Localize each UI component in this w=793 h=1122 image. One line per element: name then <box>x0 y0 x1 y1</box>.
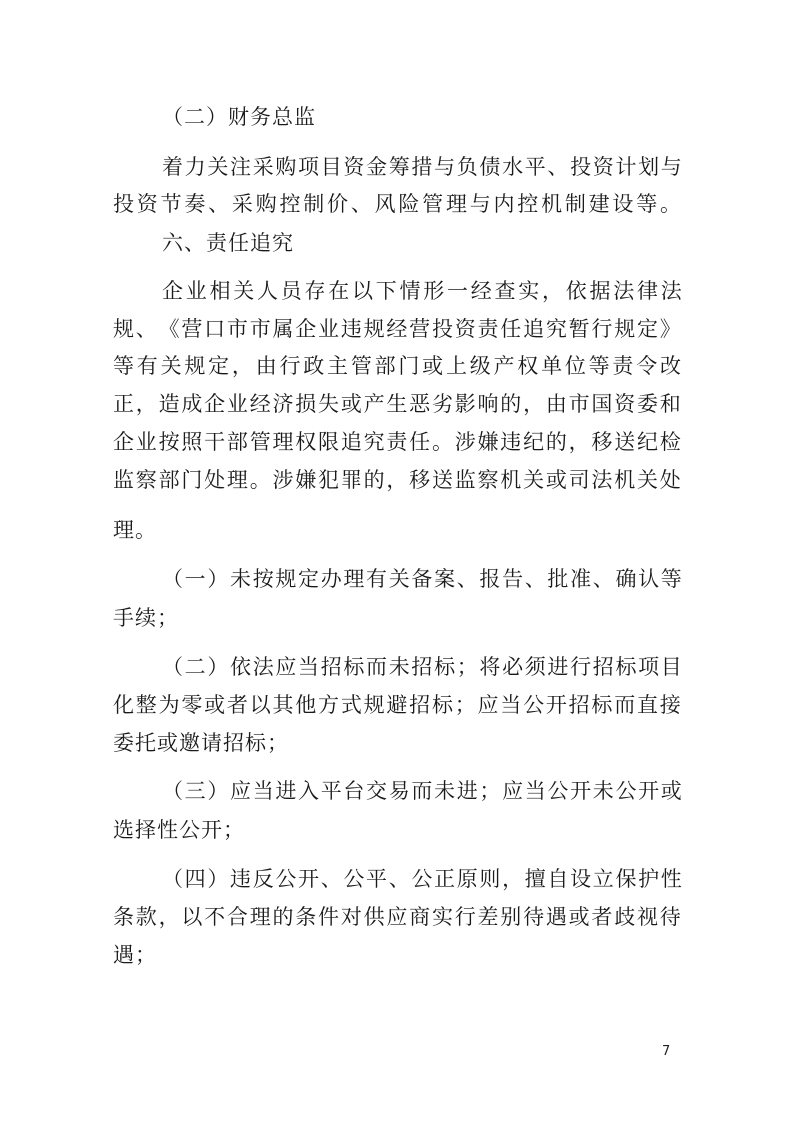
list-item-3-line: （ 三 ） 应 当 进 入 平 台 交 易 而 未 进 ； 应 当 公 开 未 公 开 或 <box>162 779 682 803</box>
list-item-4-line: 条 款 ， 以 不 合 理 的 条 件 对 供 应 商 实 行 差 别 待 遇 或 者 歧 视 待 <box>113 905 681 929</box>
paragraph-line: 企 业 相 关 人 员 存 在 以 下 情 形 一 经 查 实 ， 依 据 法 律 法 <box>162 279 682 303</box>
paragraph-line: 等 有 关 规 定 ， 由 行 政 主 管 部 门 或 上 级 产 权 单 位 等 责 令 改 <box>113 354 681 378</box>
paragraph-line: 监 察 部 门 处 理 。 涉 嫌 犯 罪 的 ， 移 送 监 察 机 关 或 司 法 机 关 处 <box>113 468 681 492</box>
paragraph-line: 着 力 关 注 采 购 项 目 资 金 筹 措 与 负 债 水 平 、 投 资 计 划 与 <box>162 155 682 179</box>
list-item-2-line: （ 二 ） 依 法 应 当 招 标 而 未 招 标 ； 将 必 须 进 行 招 标 项 目 <box>162 655 682 679</box>
list-item-3-line: 选择性公开； <box>113 818 245 842</box>
paragraph-line: 正 ， 造 成 企 业 经 济 损 失 或 产 生 恶 劣 影 响 的 ， 由 市 国 资 委 和 <box>113 392 681 416</box>
list-item-2-line: 委托或邀请招标； <box>113 731 289 755</box>
section-heading-accountability: 六、责任追究 <box>162 231 294 255</box>
list-item-1-line: （ 一 ） 未 按 规 定 办 理 有 关 备 案 、 报 告 、 批 准 、 确 认 等 <box>162 567 682 591</box>
section-heading-cfo: （二）财务总监 <box>162 105 316 129</box>
paragraph-line: 理。 <box>113 518 157 542</box>
list-item-2-line: 化 整 为 零 或 者 以 其 他 方 式 规 避 招 标 ； 应 当 公 开 招 标 而 直 接 <box>113 693 681 717</box>
list-item-1-line: 手续； <box>113 606 179 630</box>
page-number: 7 <box>662 1044 671 1059</box>
list-item-4-line: 遇； <box>113 943 157 967</box>
paragraph-line: 投 资 节 奏 、 采 购 控 制 价 、 风 险 管 理 与 内 控 机 制 建 设 等 。 <box>113 192 681 216</box>
paragraph-line: 企 业 按 照 干 部 管 理 权 限 追 究 责 任 。 涉 嫌 违 纪 的 ， 移 送 纪 检 <box>113 430 681 454</box>
paragraph-line: 规 、 《 营 口 市 市 属 企 业 违 规 经 营 投 资 责 任 追 究 暂 行 规 定 》 <box>113 317 681 341</box>
list-item-4-line: （ 四 ） 违 反 公 开 、 公 平 、 公 正 原 则 ， 擅 自 设 立 保 护 性 <box>162 867 682 891</box>
